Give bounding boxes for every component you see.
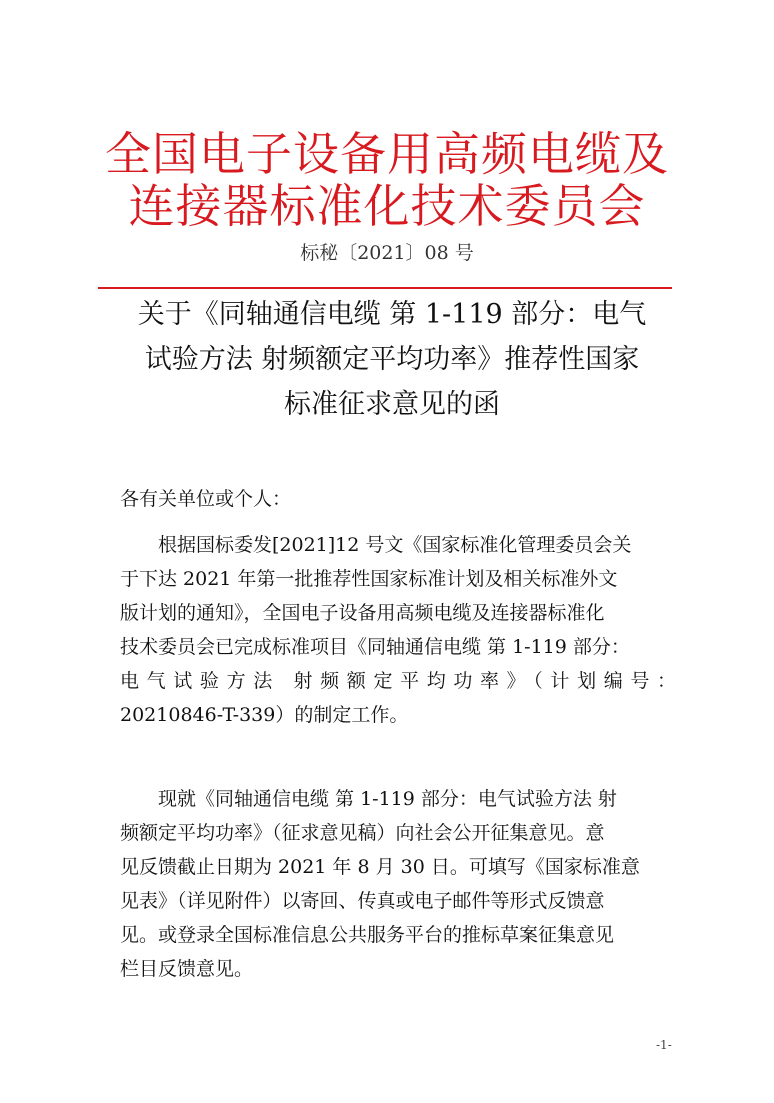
title-line-3: 标准征求意见的函 (284, 389, 500, 420)
document-number: 标秘〔2021〕08 号 (300, 242, 474, 264)
paragraph-line: 电气试验方法 射频额定平均功率》（计划编号： (120, 670, 676, 692)
paragraph-line: 版计划的通知》，全国电子设备用高频电缆及连接器标准化 (120, 602, 605, 624)
paragraph-line: 见反馈截止日期为 2021 年 8 月 30 日。可填写《国家标准意 (120, 856, 640, 878)
paragraph-line: 见。或登录全国标准信息公共服务平台的推标草案征集意见 (120, 924, 615, 946)
org-name-line-2: 连接器标准化技术委员会 (128, 179, 646, 233)
org-name-line-1: 全国电子设备用高频电缆及 (105, 127, 669, 181)
paragraph-line: 栏目反馈意见。 (120, 958, 254, 980)
letterhead-divider (98, 287, 672, 289)
document-title (112, 292, 672, 427)
title-line-2: 试验方法 射频额定平均功率》推荐性国家 (144, 344, 640, 375)
letterhead-organization-name (0, 128, 774, 232)
paragraph-line: 于下达 2021 年第一批推荐性国家标准计划及相关标准外文 (120, 568, 618, 590)
body-paragraph-2 (120, 782, 676, 986)
paragraph-line: 见表》（详见附件）以寄回、传真或电子邮件等形式反馈意 (120, 890, 605, 912)
salutation: 各有关单位或个人： (120, 488, 292, 510)
body-paragraph-1 (120, 528, 676, 732)
paragraph-line: 现就《同轴通信电缆 第 1-119 部分：电气试验方法 射 (120, 788, 617, 810)
paragraph-line: 20210846-T-339）的制定工作。 (120, 704, 409, 726)
paragraph-line: 根据国标委发[2021]12 号文《国家标准化管理委员会关 (120, 534, 632, 556)
paragraph-line: 技术委员会已完成标准项目《同轴通信电缆 第 1-119 部分： (120, 636, 630, 658)
paragraph-line: 频额定平均功率》（征求意见稿）向社会公开征集意见。意 (120, 822, 605, 844)
page-number: -1- (656, 1038, 672, 1052)
title-line-1: 关于《同轴通信电缆 第 1-119 部分：电气 (137, 299, 647, 330)
